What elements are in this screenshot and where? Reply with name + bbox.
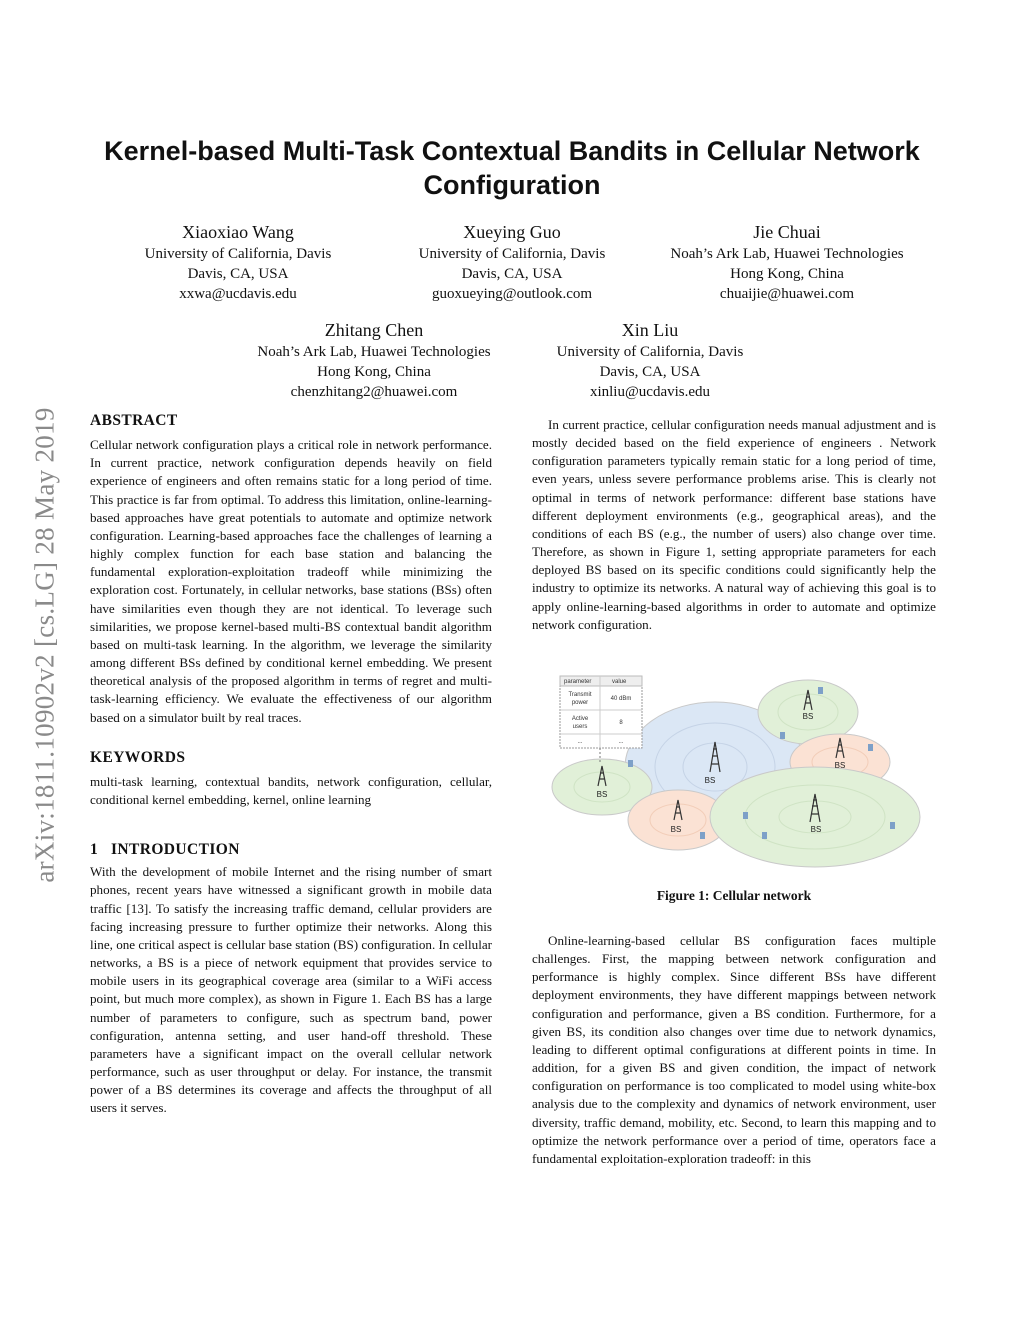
author-name: Xin Liu: [621, 320, 679, 340]
right-column-bottom: [532, 932, 936, 1168]
author-affiliation: University of California, Davis: [556, 344, 744, 360]
arxiv-identifier: arXiv:1811.10902v2 [cs.LG] 28 May 2019: [29, 407, 60, 883]
arxiv-sidebar: [18, 345, 72, 945]
introduction-heading: [90, 841, 492, 859]
author-block: [540, 318, 760, 402]
cellular-network-diagram: [550, 672, 940, 872]
author-affiliation: Noah’s Ark Lab, Huawei Technologies: [670, 246, 904, 262]
table-param: power: [571, 700, 589, 706]
keywords-text: multi-task learning, contextual bandits, network configuration, cellular, conditional kernel embedding, kernel, online learning: [90, 773, 492, 807]
author-name: Xiaoxiao Wang: [182, 222, 294, 242]
section-number: 1: [90, 841, 99, 859]
user-device-icon: [890, 822, 895, 829]
section-title: INTRODUCTION: [110, 841, 240, 859]
cell-coverage-green: [710, 767, 920, 867]
author-email: chuaijie@huawei.com: [719, 286, 855, 302]
user-device-icon: [818, 687, 823, 694]
figure-caption: Figure 1: Cellular network: [656, 888, 812, 903]
user-device-icon: [743, 812, 748, 819]
author-name: Xueying Guo: [463, 222, 561, 242]
author-block: [128, 220, 348, 304]
author-affiliation: University of California, Davis: [144, 246, 332, 262]
author-location: Hong Kong, China: [730, 266, 844, 282]
author-email: xinliu@ucdavis.edu: [589, 384, 711, 400]
table-param: Active: [571, 716, 589, 722]
bs-label: BS: [670, 825, 682, 834]
bs-label: BS: [834, 761, 846, 770]
intro-paragraph-3: Online-learning-based cellular BS configuration faces multiple challenges. First, the mapping between network configuration and performance is highly complex. Since different BSs have different deployment environments, they have different mappings between network configuration and performance, given a BS condition. Furthermore, for a given BS, its condition also changes over time due to network dynamics, leading to different optimal configurations at different points in time. In addition, for a given BS and given condition, the impact of network configuration on performance is too complicated to model using white-box analysis due to the complexity and dynamics of network environment, user diversity, traffic demand, mobility, etc. Second, to learn this mapping and to optimize the network performance over a period of time, operators face a fundamental exploitation-exploration tradeoff: in this: [532, 933, 936, 1166]
author-location: Davis, CA, USA: [461, 266, 563, 282]
figure-cellular-network: [550, 672, 940, 872]
left-column: [90, 412, 492, 1117]
table-value: 40 dBm: [610, 696, 632, 702]
author-name: Zhitang Chen: [324, 320, 424, 340]
author-affiliation: University of California, Davis: [418, 246, 606, 262]
table-header: parameter: [564, 679, 592, 685]
author-location: Hong Kong, China: [317, 364, 431, 380]
bs-label: BS: [704, 776, 716, 785]
table-param: users: [572, 724, 588, 730]
bs-label: BS: [802, 712, 814, 721]
intro-paragraph-1: With the development of mobile Internet and the rising number of smart phones, recent years have witnessed a significant growth in mobile data traffic [13]. To satisfy the increasing traffic demand, cellular providers are facing increasing pressure to further optimize their networks. Along this line, one critical aspect is cellular base station (BS) configuration. In cellular networks, a BS is a piece of network equipment that provides service to mobile users in its geographical coverage area (similar to a WiFi access point, but much more complex), as shown in Figure 1. Each BS has a large number of parameters to configure, such as spectrum band, power configuration, antenna setting, and user hand-off threshold. These parameters have a significant impact on the overall cellular network performance, such as user throughput or delay. For instance, the transmit power of a BS determines its coverage and affects the throughput of all users it serves.: [90, 864, 492, 1116]
right-column-top: [532, 416, 936, 634]
paper-title: Kernel-based Multi-Task Contextual Bandits in Cellular Network Configuration: [104, 136, 920, 200]
author-block: [240, 318, 508, 402]
table-param: Transmit: [568, 692, 592, 698]
parameter-table: [560, 676, 642, 748]
author-block: [402, 220, 622, 304]
user-device-icon: [780, 732, 785, 739]
bs-label: BS: [596, 790, 608, 799]
user-device-icon: [700, 832, 705, 839]
table-ellipsis: ...: [577, 739, 583, 745]
intro-paragraph-2: In current practice, cellular configuration needs manual adjustment and is mostly decided based on the field experience of engineers . Network configuration parameters typically remain static for a long period of time, even years, unless severe performance problems arise. This is clearly not optimal in terms of network performance: different base stations have different deployment environments (e.g., geographical areas), and the conditions of each BS (e.g., the number of users) also change over time. Therefore, as shown in Figure 1, setting appropriate parameters for each deployed BS based on its specific conditions could significantly help the industry to optimize its networks. A natural way of achieving this goal is to apply online-learning-based algorithms in order to automate and optimize network configuration.: [532, 417, 936, 632]
author-email: guoxueying@outlook.com: [431, 286, 593, 302]
author-location: Davis, CA, USA: [187, 266, 289, 282]
author-block: [654, 220, 920, 304]
user-device-icon: [762, 832, 767, 839]
author-email: xxwa@ucdavis.edu: [179, 286, 297, 302]
keywords-heading: KEYWORDS: [90, 748, 186, 766]
table-value: 8: [619, 720, 623, 726]
table-header: value: [612, 679, 627, 685]
user-device-icon: [868, 744, 873, 751]
author-location: Davis, CA, USA: [599, 364, 701, 380]
author-email: chenzhitang2@huawei.com: [290, 384, 458, 400]
abstract-text: Cellular network configuration plays a critical role in network performance. In current practice, network configuration depends heavily on field experience of engineers and often remains static for a long period of time. This practice is far from optimal. To address this limitation, online-learning-based approaches have great potentials to automate and optimize network configuration. Learning-based approaches face the challenges of learning a highly complex function for each base station and balancing the fundamental exploration-exploitation tradeoff while minimizing the exploration cost. Fortunately, in cellular networks, base stations (BSs) often have similarities even though they are not identical. To leverage such similarities, we propose kernel-based multi-BS contextual bandit algorithm based on multi-task learning. In the algorithm, we leverage the similarity among different BSs defined by conditional kernel embedding. We present theoretical analysis of the proposed algorithm in terms of regret and multi-task-learning efficiency. We evaluate the effectiveness of our algorithm based on a simulator built by real traces.: [90, 437, 492, 725]
abstract-heading: ABSTRACT: [90, 412, 178, 429]
user-device-icon: [628, 760, 633, 767]
author-name: Jie Chuai: [753, 222, 821, 242]
bs-label: BS: [810, 825, 822, 834]
author-affiliation: Noah’s Ark Lab, Huawei Technologies: [257, 344, 491, 360]
table-ellipsis: ...: [618, 739, 624, 745]
